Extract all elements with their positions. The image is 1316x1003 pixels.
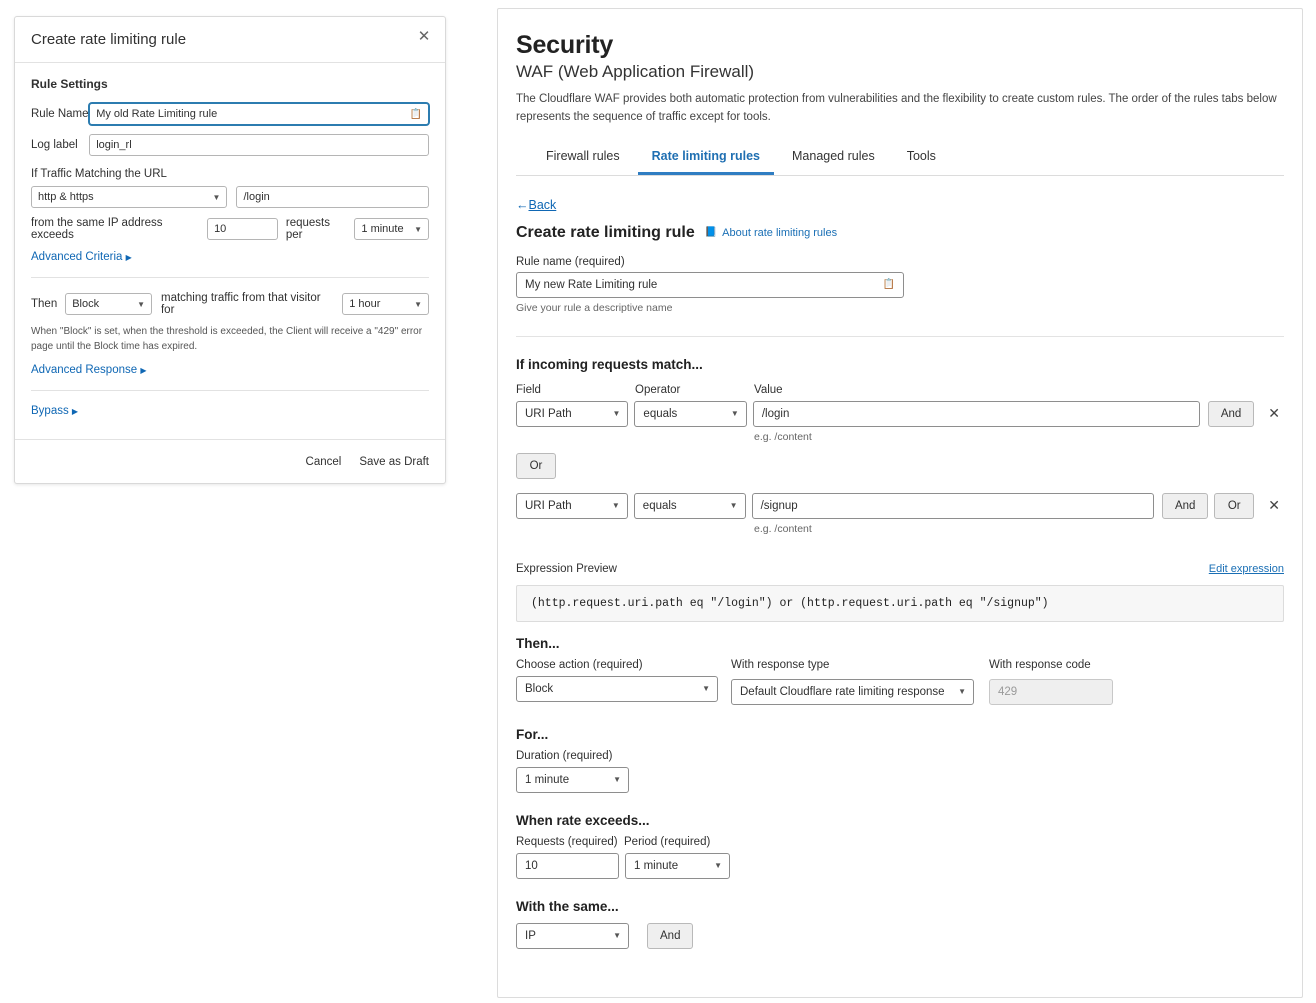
- condition-2-field-select[interactable]: [516, 493, 628, 519]
- modal-footer: [15, 439, 445, 483]
- modal-divider-2: [31, 390, 429, 391]
- threshold-mid-label: requests per: [285, 217, 330, 241]
- condition-1-field-value: URI Path: [525, 407, 572, 420]
- characteristic-select[interactable]: [516, 923, 629, 949]
- col-header-operator: Operator: [635, 383, 681, 396]
- back-arrow-icon: ←: [516, 197, 529, 212]
- book-icon: 📘: [704, 227, 718, 239]
- threshold-value: 10: [214, 223, 227, 235]
- response-type-value: Default Cloudflare rate limiting response: [740, 685, 945, 698]
- or-button[interactable]: Or: [516, 453, 556, 479]
- url-match-label: If Traffic Matching the URL: [31, 168, 167, 180]
- requests-input[interactable]: [516, 853, 619, 879]
- expression-preview-box: (http.request.uri.path eq "/login") or (http.request.uri.path eq "/signup"): [516, 585, 1284, 622]
- rule-name-label: Rule name (required): [516, 255, 625, 268]
- condition-2-or-button[interactable]: Or: [1214, 493, 1254, 519]
- modal-header: [15, 17, 445, 63]
- security-waf-panel: [497, 8, 1303, 998]
- back-label: Back: [528, 197, 557, 212]
- section-divider: [516, 336, 1284, 337]
- create-rule-title: Create rate limiting rule: [516, 223, 695, 241]
- threshold-row: [31, 217, 429, 241]
- modal-divider-1: [31, 277, 429, 278]
- rule-name-value: My old Rate Limiting rule: [96, 108, 218, 120]
- then-heading: Then...: [516, 635, 560, 651]
- characteristic-and-button[interactable]: And: [647, 923, 693, 949]
- page-description: The Cloudflare WAF provides both automatic protection from vulnerabilities and the flexibility to create custom rules. The order of the rules tabs below represents the sequence of traffic except for tools.: [516, 93, 1277, 123]
- period-select[interactable]: [354, 218, 429, 240]
- log-label-row: [31, 134, 429, 156]
- cancel-button[interactable]: Cancel: [305, 455, 342, 468]
- condition-2-operator-value: equals: [642, 499, 677, 512]
- chevron-down-icon: ▼: [414, 224, 422, 234]
- copy-icon[interactable]: 📋: [882, 279, 895, 291]
- rule-name-label: Rule Name: [31, 108, 89, 120]
- chevron-down-icon: ▼: [729, 501, 738, 511]
- period-select[interactable]: [625, 853, 730, 879]
- chevron-down-icon: ▼: [212, 192, 221, 202]
- chevron-down-icon: ▼: [414, 299, 422, 309]
- condition-1-field-select[interactable]: [516, 401, 628, 427]
- threshold-prefix-label: from the same IP address exceeds: [31, 217, 163, 241]
- action-value: Block: [72, 298, 100, 310]
- rule-name-hint: Give your rule a descriptive name: [516, 301, 673, 314]
- threshold-input[interactable]: [207, 218, 278, 240]
- condition-2-value: /signup: [760, 499, 798, 512]
- modal-body: [15, 63, 445, 439]
- condition-2-and-button[interactable]: And: [1162, 493, 1208, 519]
- duration-value: 1 hour: [349, 298, 381, 310]
- for-heading: For...: [516, 726, 549, 742]
- chevron-right-icon: ▶: [71, 407, 79, 416]
- response-code-value: 429: [998, 685, 1018, 698]
- duration-value: 1 minute: [525, 773, 570, 786]
- chevron-down-icon: ▼: [730, 409, 739, 419]
- match-heading: If incoming requests match...: [516, 356, 703, 372]
- about-link-label: About rate limiting rules: [722, 226, 838, 239]
- condition-1-hint: e.g. /content: [754, 430, 812, 443]
- rule-settings-heading: Rule Settings: [31, 77, 108, 91]
- chevron-down-icon: ▼: [613, 775, 621, 785]
- close-icon[interactable]: ✕: [417, 27, 431, 45]
- chevron-down-icon: ▼: [613, 931, 621, 941]
- page-subtitle: WAF (Web Application Firewall): [516, 62, 755, 81]
- url-path-value: /login: [243, 191, 270, 203]
- condition-1-operator-value: equals: [643, 407, 678, 420]
- log-label-value: login_rl: [96, 139, 132, 151]
- block-note: When "Block" is set, when the threshold is exceeded, the Client will receive a "429" error page until the Block time has expired.: [31, 326, 423, 352]
- waf-tabs: [516, 141, 1284, 176]
- log-label-input[interactable]: [89, 134, 429, 156]
- tab-tools[interactable]: Tools: [906, 148, 936, 163]
- page-title: Security: [516, 31, 614, 59]
- condition-2-field-value: URI Path: [525, 499, 572, 512]
- then-label: Then: [31, 298, 58, 310]
- edit-expression-link[interactable]: Edit expression: [1208, 562, 1284, 575]
- advanced-criteria-label: Advanced Criteria: [31, 251, 123, 263]
- col-header-field: Field: [516, 383, 541, 396]
- condition-2-remove-icon[interactable]: ✕: [1268, 497, 1280, 514]
- save-as-draft-button[interactable]: Save as Draft: [359, 455, 429, 468]
- bypass-toggle[interactable]: [31, 405, 429, 417]
- modal-title: Create rate limiting rule: [31, 31, 187, 48]
- log-label-label: Log label: [31, 139, 78, 151]
- same-heading: With the same...: [516, 898, 619, 914]
- period-value: 1 minute: [361, 223, 404, 235]
- action-label: Choose action (required): [516, 658, 643, 671]
- chevron-right-icon: ▶: [140, 366, 147, 375]
- duration-select[interactable]: [342, 293, 429, 315]
- rule-name-row: [31, 103, 429, 125]
- tab-managed-rules[interactable]: Managed rules: [792, 148, 875, 163]
- characteristic-value: IP: [525, 929, 536, 942]
- action-value: Block: [525, 682, 554, 695]
- condition-2-hint: e.g. /content: [754, 522, 812, 535]
- create-rate-limiting-rule-modal: [14, 16, 446, 484]
- create-rule-heading: [516, 224, 1284, 242]
- duration-select[interactable]: [516, 767, 629, 793]
- response-type-select[interactable]: [731, 679, 974, 705]
- url-match-row: [31, 186, 429, 208]
- tab-firewall-rules[interactable]: Firewall rules: [546, 148, 620, 163]
- requests-value: 10: [525, 859, 538, 872]
- advanced-response-toggle[interactable]: [31, 364, 429, 376]
- response-type-label: With response type: [731, 658, 830, 671]
- chevron-right-icon: ▶: [125, 253, 132, 262]
- period-label: Period (required): [624, 835, 711, 848]
- rule-name-input[interactable]: [516, 272, 904, 298]
- expression-preview-label: Expression Preview: [516, 562, 617, 575]
- condition-2-operator-select[interactable]: [634, 493, 746, 519]
- then-mid-label: matching traffic from that visitor for: [160, 292, 321, 316]
- rule-name-value: My new Rate Limiting rule: [525, 278, 658, 291]
- col-header-value: Value: [754, 383, 783, 396]
- scheme-value: http & https: [38, 191, 94, 203]
- chevron-down-icon: ▼: [958, 687, 966, 697]
- condition-row: [516, 401, 1284, 427]
- about-rate-limiting-rules-link[interactable]: [705, 227, 837, 239]
- advanced-response-label: Advanced Response: [31, 364, 138, 376]
- condition-row: [516, 493, 1284, 519]
- period-value: 1 minute: [634, 859, 679, 872]
- condition-1-value-input[interactable]: [753, 401, 1200, 427]
- copy-icon[interactable]: 📋: [409, 108, 422, 120]
- chevron-down-icon: ▼: [702, 684, 710, 694]
- duration-label: Duration (required): [516, 749, 613, 762]
- advanced-criteria-toggle[interactable]: [31, 251, 429, 263]
- chevron-down-icon: ▼: [714, 861, 722, 871]
- requests-label: Requests (required): [516, 835, 618, 848]
- condition-1-remove-icon[interactable]: ✕: [1268, 405, 1280, 422]
- rate-heading: When rate exceeds...: [516, 812, 650, 828]
- response-code-input: [989, 679, 1113, 705]
- action-select[interactable]: [65, 293, 152, 315]
- rule-name-input[interactable]: [89, 103, 429, 125]
- condition-1-and-button[interactable]: And: [1208, 401, 1254, 427]
- condition-2-value-input[interactable]: [752, 493, 1154, 519]
- bypass-label: Bypass: [31, 405, 69, 417]
- scheme-select[interactable]: [31, 186, 227, 208]
- chevron-down-icon: ▼: [611, 501, 620, 511]
- action-select[interactable]: [516, 676, 718, 702]
- url-path-input[interactable]: [236, 186, 429, 208]
- condition-1-operator-select[interactable]: [634, 401, 746, 427]
- response-code-label: With response code: [989, 658, 1091, 671]
- chevron-down-icon: ▼: [612, 409, 621, 419]
- chevron-down-icon: ▼: [137, 299, 145, 309]
- back-link[interactable]: [516, 198, 1284, 212]
- then-row: [31, 292, 429, 316]
- tab-rate-limiting-rules[interactable]: Rate limiting rules: [638, 141, 774, 175]
- condition-1-value: /login: [761, 407, 790, 420]
